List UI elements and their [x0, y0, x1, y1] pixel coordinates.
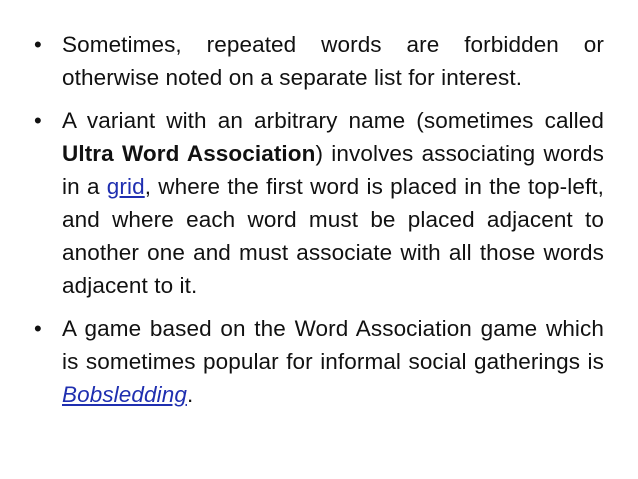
bobsledding-link[interactable]: Bobsledding: [62, 382, 187, 407]
bullet-text-3-before: A game based on the Word Association game which is sometimes popular for informal social gatherings is: [62, 316, 604, 374]
bullet-text-1: Sometimes, repeated words are forbidden or otherwise noted on a separate list for interest.: [62, 32, 604, 90]
bullet-text-2-before: A variant with an arbitrary name (sometimes called: [62, 108, 604, 133]
bullet-icon: •: [34, 316, 42, 341]
bullet-text-3-after: .: [186, 382, 194, 407]
bullet-item-1: [34, 28, 604, 94]
bullet-icon: •: [34, 108, 42, 133]
bullet-text-2-mid: ) involves associating words in a: [62, 141, 605, 199]
bold-term-ultra-word-association: Ultra Word Association: [62, 141, 316, 166]
bullet-icon: •: [34, 32, 42, 57]
bullet-text-2-after: , where the first word is placed in the top-left, and where each word must be placed adjacent to another one and must associate with all those words adjacent to it.: [62, 174, 604, 298]
bullet-item-3: [34, 312, 604, 411]
bullet-list: [34, 28, 604, 421]
grid-link[interactable]: grid: [106, 174, 145, 199]
bullet-item-2: [34, 104, 604, 302]
